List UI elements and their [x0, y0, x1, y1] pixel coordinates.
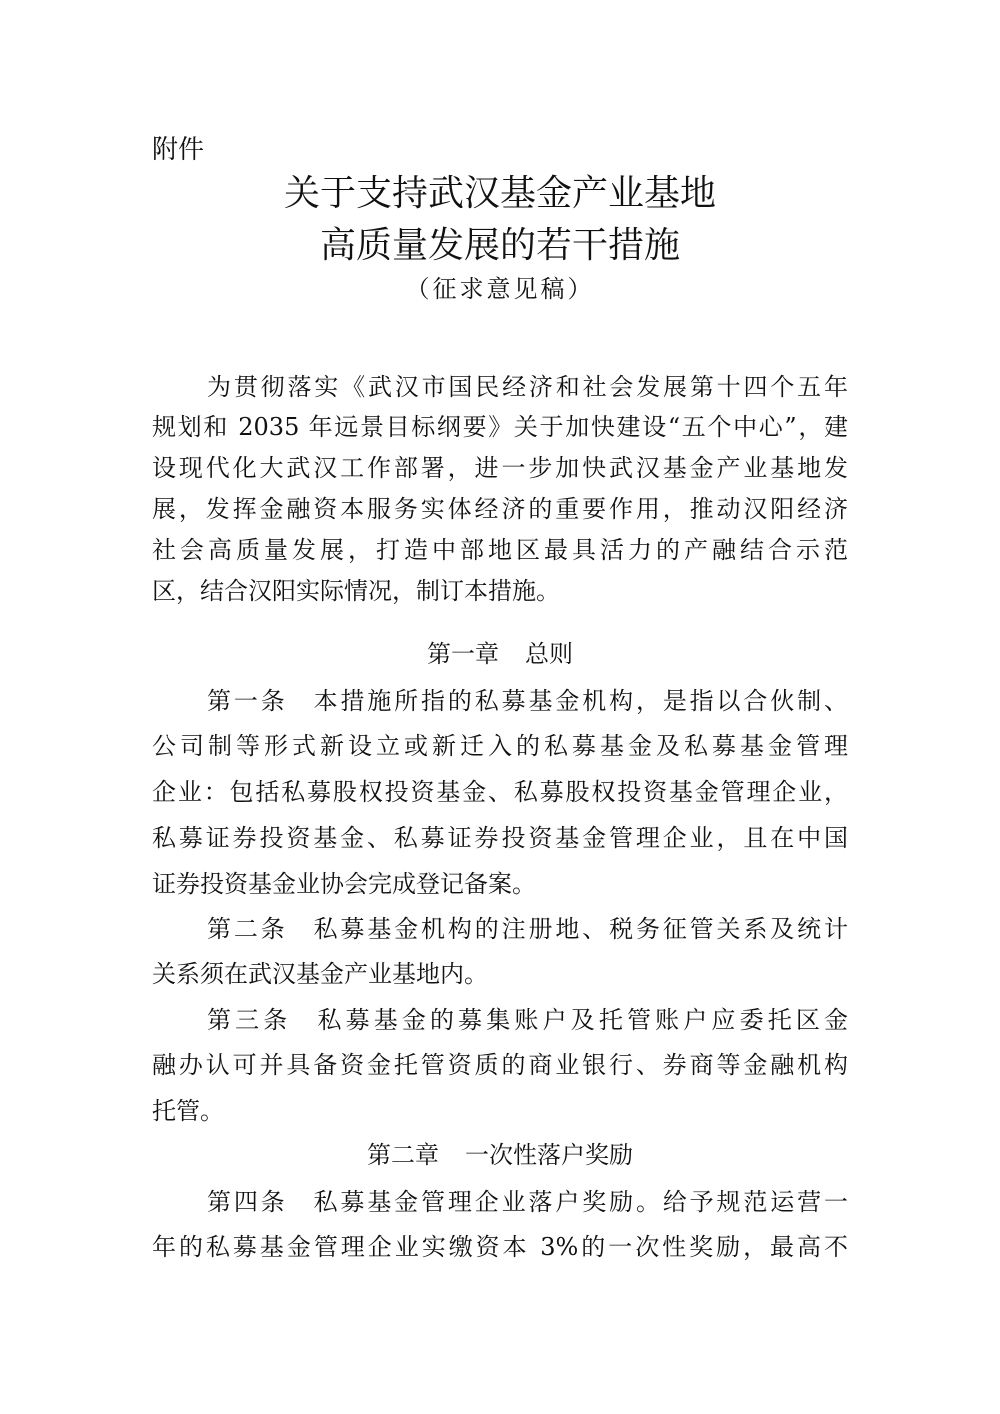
preamble-line: 区，结合汉阳实际情况，制订本措施。 [152, 577, 560, 605]
article-3-line: 托管。 [152, 1097, 224, 1125]
article-4-line [207, 1185, 848, 1219]
preamble-line: 展，发挥金融资本服务实体经济的重要作用，推动汉阳经济 [152, 495, 848, 523]
article-2-line [207, 912, 848, 946]
chapter-heading-1 [0, 637, 1000, 671]
preamble-line: 为贯彻落实《武汉市国民经济和社会发展第十四个五年 [207, 373, 848, 401]
article-2-line: 关系须在武汉基金产业基地内。 [152, 960, 488, 988]
article-label: 第一条 [207, 687, 288, 715]
article-label: 第四条 [207, 1188, 288, 1216]
article-3-line: 融办认可并具备资金托管资质的商业银行、券商等金融机构 [152, 1051, 848, 1079]
preamble-line: 规划和 2035 年远景目标纲要》关于加快建设“五个中心”，建 [152, 413, 848, 441]
article-1-line: 证券投资基金业协会完成登记备案。 [152, 870, 536, 898]
article-4-line: 年的私募基金管理企业实缴资本 3%的一次性奖励，最高不 [152, 1233, 848, 1261]
chapter-name: 一次性落户奖励 [465, 1141, 633, 1169]
preamble-line: 设现代化大武汉工作部署，进一步加快武汉基金产业基地发 [152, 454, 848, 482]
article-3-line [207, 1003, 848, 1037]
document-subtitle: （征求意见稿） [405, 275, 595, 303]
article-1-line: 企业：包括私募股权投资基金、私募股权投资基金管理企业， [152, 778, 848, 806]
article-text: 私募基金管理企业落户奖励。给予规范运营一 [313, 1188, 849, 1216]
article-1-line: 私募证券投资基金、私募证券投资基金管理企业，且在中国 [152, 824, 848, 852]
preamble-line: 社会高质量发展，打造中部地区最具活力的产融结合示范 [152, 536, 848, 564]
chapter-heading-2 [0, 1138, 1000, 1172]
chapter-name: 总则 [525, 640, 573, 668]
document-title-line-2: 高质量发展的若干措施 [319, 225, 680, 266]
attachment-label: 附件 [152, 135, 205, 165]
chapter-number: 第一章 [427, 640, 499, 668]
article-text: 本措施所指的私募基金机构，是指以合伙制、 [313, 687, 849, 715]
article-label: 第二条 [207, 915, 288, 943]
article-text: 私募基金机构的注册地、税务征管关系及统计 [313, 915, 849, 943]
document-title-line-1: 关于支持武汉基金产业基地 [283, 173, 716, 214]
article-text: 私募基金的募集账户及托管账户应委托区金 [317, 1006, 849, 1034]
chapter-number: 第二章 [367, 1141, 439, 1169]
article-1-line: 公司制等形式新设立或新迁入的私募基金及私募基金管理 [152, 732, 848, 760]
article-label: 第三条 [207, 1006, 292, 1034]
article-1-line [207, 684, 848, 718]
